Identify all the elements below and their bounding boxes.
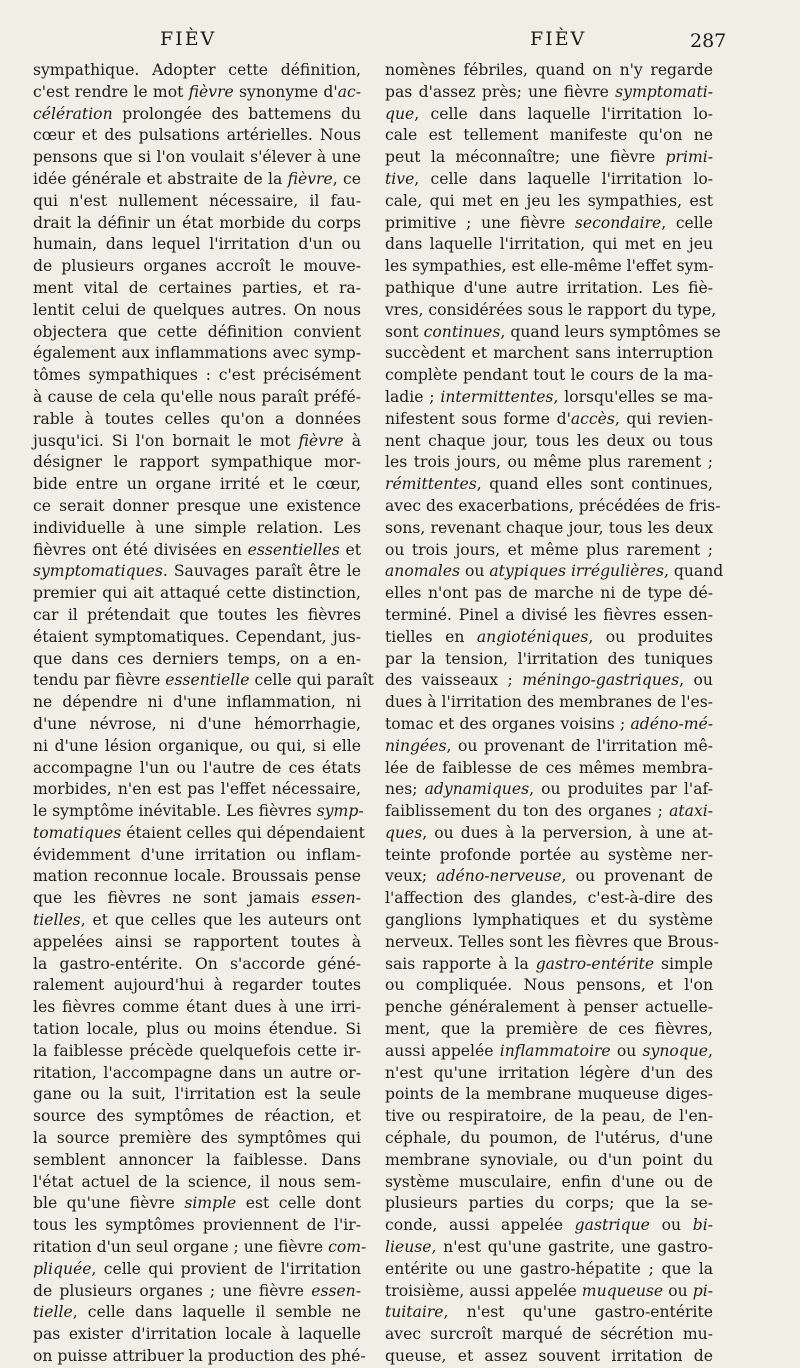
text-line: de plusieurs organes accroît le mouve- xyxy=(33,257,361,276)
text-line: que dans ces derniers temps, on a en- xyxy=(33,649,361,668)
text-line: points de la membrane muqueuse diges- xyxy=(385,1085,713,1104)
text-line: queuse, et assez souvent irritation de xyxy=(385,1347,713,1366)
text-line: ne dépendre ni d'une inflammation, ni xyxy=(33,693,361,712)
text-line: nent chaque jour, tous les deux ou tous xyxy=(385,431,713,450)
text-line: ment vital de certaines parties, et ra- xyxy=(33,278,361,297)
text-line: la faiblesse précède quelquefois cette ir- xyxy=(33,1041,361,1060)
text-line: faiblissement du ton des organes ; ataxi- xyxy=(385,802,713,821)
text-line: célération prolongée des battemens du xyxy=(33,104,361,123)
text-line: fièvres ont été divisées en essentielles et xyxy=(33,540,362,559)
page-number: 287 xyxy=(690,30,727,52)
text-line: plusieurs parties du corps; que la se- xyxy=(385,1194,713,1213)
text-line: pliquée, celle qui provient de l'irritation xyxy=(33,1259,361,1278)
text-line: succèdent et marchent sans interruption xyxy=(385,344,713,363)
text-line: les trois jours, ou même plus rarement ; xyxy=(385,453,713,472)
text-line: par la tension, l'irritation des tuniques xyxy=(385,649,713,668)
text-line: tous les symptômes proviennent de l'ir- xyxy=(33,1216,361,1235)
text-line: on puisse attribuer la production des phé- xyxy=(33,1347,366,1366)
text-line: système musculaire, enfin d'une ou de xyxy=(385,1172,713,1191)
text-line: à cause de cela qu'elle nous paraît préfé- xyxy=(33,387,361,406)
text-line: dans laquelle l'irritation, qui met en jeu xyxy=(385,235,713,254)
text-line: ritation, l'accompagne dans un autre or- xyxy=(33,1063,361,1082)
text-line: évidemment d'une irritation ou inflam- xyxy=(33,845,361,864)
right-column xyxy=(385,60,724,1368)
text-line: ladie ; intermittentes, lorsqu'elles se ma- xyxy=(385,387,713,406)
text-line: pensons que si l'on voulait s'élever à une xyxy=(33,148,361,167)
text-line: ment, que la première de ces fièvres, xyxy=(385,1020,713,1039)
text-line: idée générale et abstraite de la fièvre, ce xyxy=(33,169,361,188)
text-line: cœur et des pulsations artérielles. Nous xyxy=(33,126,361,145)
text-line: tomac et des organes voisins ; adéno-mé- xyxy=(385,714,713,733)
text-line: conde, aussi appelée gastrique ou bi- xyxy=(385,1216,713,1235)
text-line: bide entre un organe irrité et le cœur, xyxy=(33,475,361,494)
text-line: tive, celle dans laquelle l'irritation lo- xyxy=(385,169,713,188)
text-line: source des symptômes de réaction, et xyxy=(33,1107,361,1126)
text-line: tation locale, plus ou moins étendue. Si xyxy=(33,1020,361,1039)
text-line: symptomatiques. Sauvages paraît être le xyxy=(33,562,361,581)
text-line: sons, revenant chaque jour, tous les deux xyxy=(385,518,713,537)
text-line: dues à l'irritation des membranes de l'es- xyxy=(385,693,713,712)
text-line: avec surcroît marqué de sécrétion mu- xyxy=(385,1325,713,1344)
text-line: nomènes fébriles, quand on n'y regarde xyxy=(385,61,713,79)
text-line: cale est tellement manifeste qu'on ne xyxy=(385,126,713,145)
text-line: lieuse, n'est qu'une gastrite, une gastro- xyxy=(385,1238,713,1257)
text-line: d'une névrose, ni d'une hémorrhagie, xyxy=(33,714,361,733)
text-line: premier qui ait attaqué cette distinction, xyxy=(33,584,361,603)
text-line: cale, qui met en jeu les sympathies, est xyxy=(385,191,713,210)
text-line: rable à toutes celles qu'on a données xyxy=(33,409,361,428)
text-line: ques, ou dues à la perversion, à une at- xyxy=(385,823,713,842)
text-line: tielle, celle dans laquelle il semble ne xyxy=(33,1303,361,1322)
text-line: lée de faiblesse de ces mêmes membra- xyxy=(385,758,713,777)
text-line: tômes sympathiques : c'est précisément xyxy=(33,366,361,385)
text-line: l'état actuel de la science, il nous sem- xyxy=(33,1172,361,1191)
text-line: également aux inflammations avec symp- xyxy=(33,344,361,363)
text-line: elles n'ont pas de marche ni de type dé- xyxy=(385,584,713,603)
left-column xyxy=(33,60,374,1368)
text-line: drait la définir un état morbide du corps xyxy=(33,213,361,232)
text-line: jusqu'ici. Si l'on bornait le mot fièvre à xyxy=(33,431,361,450)
text-line: ble qu'une fièvre simple est celle dont xyxy=(33,1194,361,1213)
text-line: le symptôme inévitable. Les fièvres symp- xyxy=(33,802,364,821)
text-line: car il prétendait que toutes les fièvres xyxy=(33,605,361,624)
text-line: nes; adynamiques, ou produites par l'af- xyxy=(385,780,713,799)
text-line: que, celle dans laquelle l'irritation lo- xyxy=(385,104,713,123)
text-line: l'affection des glandes, c'est-à-dire des xyxy=(385,889,713,908)
text-line: n'est qu'une irritation légère d'un des xyxy=(385,1063,713,1082)
text-line: des vaisseaux ; méningo-gastriques, ou xyxy=(385,671,713,690)
text-line: humain, dans lequel l'irritation d'un ou xyxy=(33,235,361,254)
text-line: aussi appelée inflammatoire ou synoque, xyxy=(385,1041,713,1060)
text-line: troisième, aussi appelée muqueuse ou pi- xyxy=(385,1281,713,1300)
text-line: lentit celui de quelques autres. On nous xyxy=(33,300,361,319)
text-line: objectera que cette définition convient xyxy=(33,322,361,341)
text-line: appelées ainsi se rapportent toutes à xyxy=(33,932,361,951)
running-head-right: FIÈV xyxy=(530,28,587,50)
text-line: ningées, ou provenant de l'irritation mê- xyxy=(385,736,713,755)
text-line: accompagne l'un ou l'autre de ces états xyxy=(33,758,361,777)
text-line: rémittentes, quand elles sont continues, xyxy=(385,475,713,494)
text-line: nerveux. Telles sont les fièvres que Brous- xyxy=(385,932,719,951)
text-line: tendu par fièvre essentielle celle qui paraît xyxy=(33,671,374,690)
text-line: tielles, et que celles que les auteurs ont xyxy=(33,911,361,930)
text-line: pas d'assez près; une fièvre symptomati- xyxy=(385,82,713,101)
text-line: morbides, n'en est pas l'effet nécessaire, xyxy=(33,780,361,799)
text-line: que les fièvres ne sont jamais essen- xyxy=(33,889,361,908)
text-line: tielles en angioténiques, ou produites xyxy=(385,627,713,646)
text-line: désigner le rapport sympathique mor- xyxy=(33,453,361,472)
text-line: pathique d'une autre irritation. Les fiè- xyxy=(385,278,713,297)
text-line: ni d'une lésion organique, ou qui, si elle xyxy=(33,736,361,755)
text-line: anomales ou atypiques irrégulières, quand xyxy=(385,562,724,581)
text-line: vres, considérées sous le rapport du type, xyxy=(385,300,717,319)
text-line: entérite ou une gastro-hépatite ; que la xyxy=(385,1259,713,1278)
text-line: individuelle à une simple relation. Les xyxy=(33,518,361,537)
text-line: ganglions lymphatiques et du système xyxy=(385,911,713,930)
text-line: terminé. Pinel a divisé les fièvres essen- xyxy=(385,605,713,624)
text-line: ralement aujourd'hui à regarder toutes xyxy=(33,976,361,995)
text-line: la source première des symptômes qui xyxy=(33,1129,361,1148)
text-line: sympathique. Adopter cette définition, xyxy=(33,61,361,79)
text-line: complète pendant tout le cours de la ma- xyxy=(385,366,713,385)
text-line: tomatiques étaient celles qui dépendaient xyxy=(33,823,365,842)
text-line: ou compliquée. Nous pensons, et l'on xyxy=(385,976,713,995)
text-line: mation reconnue locale. Broussais pense xyxy=(33,867,361,886)
text-line: sais rapporte à la gastro-entérite simple xyxy=(385,954,713,973)
text-line: tuitaire, n'est qu'une gastro-entérite xyxy=(385,1303,713,1322)
text-line: veux; adéno-nerveuse, ou provenant de xyxy=(385,867,714,886)
text-line: c'est rendre le mot fièvre synonyme d'ac- xyxy=(33,82,361,101)
text-line: gane ou la suit, l'irritation est la seule xyxy=(33,1085,361,1104)
text-line: la gastro-entérite. On s'accorde géné- xyxy=(33,954,361,973)
text-line: teinte profonde portée au système ner- xyxy=(385,845,713,864)
text-line: qui n'est nullement nécessaire, il fau- xyxy=(33,191,361,210)
text-line: penche généralement à penser actuelle- xyxy=(385,998,713,1017)
text-line: céphale, du poumon, de l'utérus, d'une xyxy=(385,1129,713,1148)
text-line: étaient symptomatiques. Cependant, jus- xyxy=(33,627,361,646)
text-line: de plusieurs organes ; une fièvre essen- xyxy=(33,1281,361,1300)
text-line: avec des exacerbations, précédées de fris- xyxy=(385,496,721,515)
text-line: pas exister d'irritation locale à laquelle xyxy=(33,1325,361,1344)
text-line: tive ou respiratoire, de la peau, de l'en- xyxy=(385,1107,713,1126)
text-line: ou trois jours, et même plus rarement ; xyxy=(385,540,713,559)
text-line: les sympathies, est elle-même l'effet sym- xyxy=(385,257,714,276)
text-line: membrane synoviale, ou d'un point du xyxy=(385,1150,713,1169)
text-line: semblent annoncer la faiblesse. Dans xyxy=(33,1150,361,1169)
text-line: ce serait donner presque une existence xyxy=(33,496,361,515)
text-line: nifestent sous forme d'accès, qui revien- xyxy=(385,409,713,428)
text-line: ritation d'un seul organe ; une fièvre com- xyxy=(33,1238,367,1257)
text-line: les fièvres comme étant dues à une irri- xyxy=(33,998,361,1017)
text-line: sont continues, quand leurs symptômes se xyxy=(385,322,721,341)
text-line: primitive ; une fièvre secondaire, celle xyxy=(385,213,713,232)
running-head-left: FIÈV xyxy=(160,28,217,50)
text-line: peut la méconnaître; une fièvre primi- xyxy=(385,148,713,167)
